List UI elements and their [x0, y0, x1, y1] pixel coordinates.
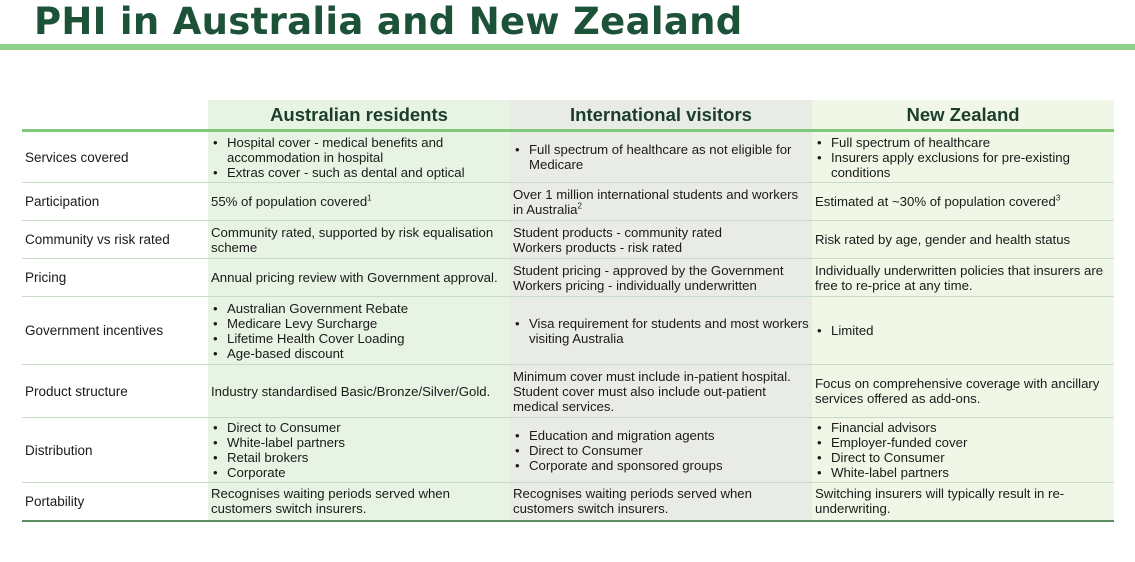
cell-australian-residents — [208, 183, 510, 221]
cell-australian-residents — [208, 131, 510, 183]
row-label: Government incentives — [22, 297, 208, 365]
column-header-new-zealand: New Zealand — [812, 100, 1114, 131]
bullet-item: • Australian Government Rebate — [211, 301, 507, 316]
cell-international-visitors — [510, 297, 812, 365]
bullet-list — [211, 420, 507, 480]
bullet-item: • Extras cover - such as dental and optical — [211, 165, 507, 180]
footnote-marker: 1 — [367, 193, 372, 203]
cell-text: Workers pricing - individually underwritten — [513, 277, 757, 293]
cell-text: Estimated at ~30% of population covered$^3$ — [815, 193, 1061, 209]
bullet-list — [815, 135, 1111, 180]
table-header-row — [22, 100, 1114, 131]
table-row — [22, 418, 1114, 483]
cell-text: Risk rated by age, gender and health status — [815, 232, 1071, 247]
comparison-table — [22, 100, 1114, 522]
bullet-item: • Direct to Consumer — [211, 420, 507, 435]
cell-text: Over 1 million international students and workers in Australia$^2$ — [513, 186, 799, 217]
row-label: Pricing — [22, 259, 208, 297]
cell-text: Recognises waiting periods served when customers switch insurers. — [211, 486, 450, 517]
cell-new-zealand — [812, 259, 1114, 297]
bullet-list — [211, 301, 507, 361]
cell-text: Individually underwritten policies that insurers are free to re-price at any time. — [815, 262, 1104, 293]
row-label: Community vs risk rated — [22, 221, 208, 259]
cell-australian-residents — [208, 259, 510, 297]
cell-new-zealand — [812, 418, 1114, 483]
cell-international-visitors — [510, 418, 812, 483]
cell-international-visitors — [510, 365, 812, 418]
cell-text: Recognises waiting periods served when customers switch insurers. — [513, 486, 752, 517]
bullet-item: • Insurers apply exclusions for pre-existing conditions — [815, 150, 1111, 180]
cell-international-visitors — [510, 221, 812, 259]
row-label: Participation — [22, 183, 208, 221]
cell-international-visitors — [510, 483, 812, 521]
cell-text: Industry standardised Basic/Bronze/Silver/Gold. — [211, 383, 491, 399]
bullet-item: • Age-based discount — [211, 346, 507, 361]
bullet-item: • Employer-funded cover — [815, 435, 1111, 450]
column-header-international-visitors: International visitors — [510, 100, 812, 131]
bullet-item: • Medicare Levy Surcharge — [211, 316, 507, 331]
table-row — [22, 483, 1114, 521]
table-row — [22, 297, 1114, 365]
bullet-item: • White-label partners — [815, 465, 1111, 480]
bullet-list — [513, 316, 809, 346]
cell-australian-residents — [208, 221, 510, 259]
bullet-item: • Limited — [815, 323, 1111, 338]
cell-australian-residents — [208, 365, 510, 418]
table-row — [22, 221, 1114, 259]
bullet-item: • Education and migration agents — [513, 428, 809, 443]
header-blank-cell — [22, 100, 208, 131]
table-row — [22, 259, 1114, 297]
table-row — [22, 183, 1114, 221]
cell-new-zealand — [812, 365, 1114, 418]
bullet-item: • Full spectrum of healthcare as not eligible for Medicare — [513, 142, 809, 172]
row-label: Distribution — [22, 418, 208, 483]
cell-text: 55% of population covered$^1$ — [211, 193, 372, 209]
bullet-item: • Direct to Consumer — [815, 450, 1111, 465]
cell-international-visitors — [510, 259, 812, 297]
row-label: Portability — [22, 483, 208, 521]
footnote-marker: 3 — [1055, 193, 1061, 203]
cell-new-zealand — [812, 483, 1114, 521]
cell-text: Focus on comprehensive coverage with ancillary services offered as add-ons. — [815, 376, 1100, 406]
cell-text: Student pricing - approved by the Government — [513, 262, 784, 278]
footnote-marker: 2 — [577, 201, 582, 211]
cell-international-visitors — [510, 183, 812, 221]
bullet-item: • White-label partners — [211, 435, 507, 450]
cell-new-zealand — [812, 221, 1114, 259]
cell-text: Community rated, supported by risk equalisation scheme — [211, 224, 494, 255]
bullet-item: • Direct to Consumer — [513, 443, 809, 458]
cell-new-zealand — [812, 131, 1114, 183]
cell-text: Switching insurers will typically result in re-underwriting. — [815, 486, 1065, 517]
bullet-item: • Retail brokers — [211, 450, 507, 465]
cell-text: Minimum cover must include in-patient hospital. Student cover must also include out-patient medical services. — [513, 368, 791, 414]
cell-australian-residents — [208, 418, 510, 483]
cell-new-zealand — [812, 183, 1114, 221]
row-label: Services covered — [22, 131, 208, 183]
bullet-list — [815, 323, 1111, 338]
cell-australian-residents — [208, 483, 510, 521]
cell-international-visitors — [510, 131, 812, 183]
table-row — [22, 131, 1114, 183]
bullet-item: • Corporate and sponsored groups — [513, 458, 809, 473]
cell-new-zealand — [812, 297, 1114, 365]
bullet-item: • Lifetime Health Cover Loading — [211, 331, 507, 346]
cell-text: Workers products - risk rated — [513, 239, 683, 255]
title-underline — [0, 44, 1135, 50]
bullet-item: • Financial advisors — [815, 420, 1111, 435]
row-label: Product structure — [22, 365, 208, 418]
bullet-list — [815, 420, 1111, 480]
bullet-item: • Corporate — [211, 465, 507, 480]
bullet-item: • Visa requirement for students and most workers visiting Australia — [513, 316, 809, 346]
bullet-item: • Full spectrum of healthcare — [815, 135, 1111, 150]
table-row — [22, 365, 1114, 418]
bullet-list — [513, 428, 809, 473]
bullet-list — [211, 135, 507, 180]
bullet-list — [513, 142, 809, 172]
cell-text: Annual pricing review with Government approval. — [211, 270, 498, 285]
cell-australian-residents — [208, 297, 510, 365]
page-title: PHI in Australia and New Zealand — [34, 0, 743, 43]
column-header-australian-residents: Australian residents — [208, 100, 510, 131]
bullet-item: • Hospital cover - medical benefits and accommodation in hospital — [211, 135, 507, 165]
cell-text: Student products - community rated — [513, 224, 722, 240]
